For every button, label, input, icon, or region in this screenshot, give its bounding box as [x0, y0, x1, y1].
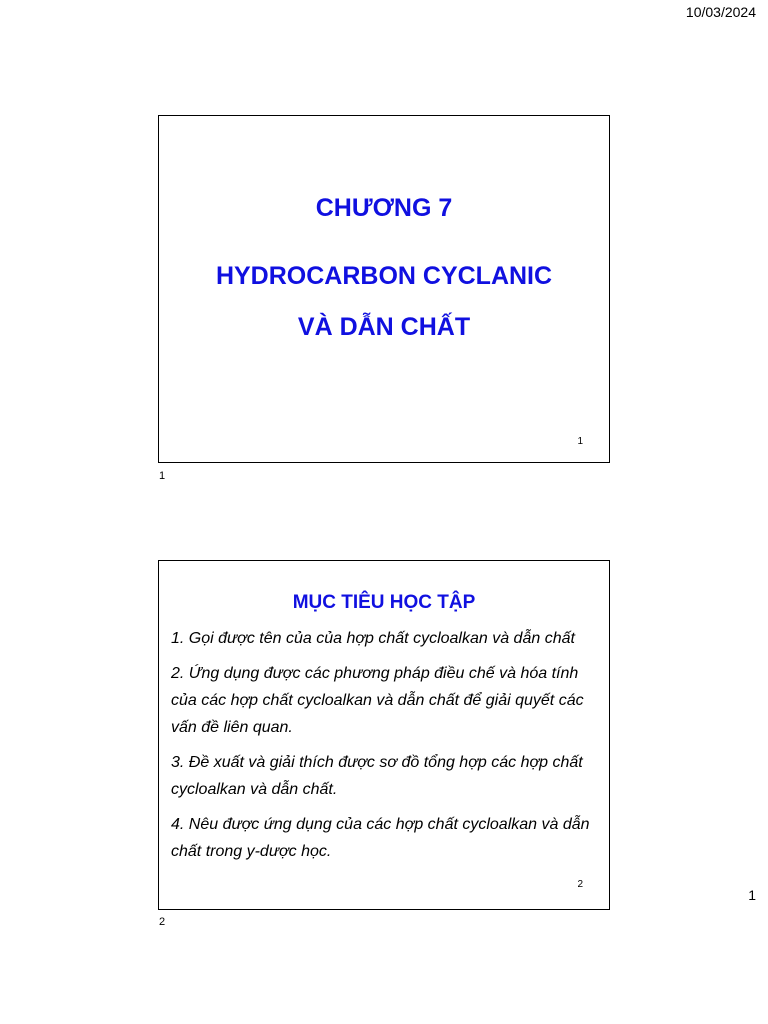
slide-number: 1 — [577, 436, 583, 447]
slide-2 — [158, 560, 610, 910]
chapter-title: CHƯƠNG 7 — [315, 194, 453, 222]
chapter-subtitle-line-2: VÀ DẪN CHẤT — [297, 313, 471, 341]
slide-page-label: 2 — [159, 916, 166, 928]
objective-item: 1. Gọi được tên của của hợp chất cycloalkan và dẫn chất — [171, 630, 575, 647]
page-number: 1 — [748, 887, 756, 903]
slide-page-label: 1 — [159, 470, 166, 482]
objective-item: 4. Nêu được ứng dụng của các hợp chất cycloalkan và dẫn chất trong y-dược học. — [171, 816, 590, 860]
objectives-title: MỤC TIÊU HỌC TẬP — [292, 592, 476, 613]
objective-item: 3. Đề xuất và giải thích được sơ đồ tổng hợp các hợp chất cycloalkan và dẫn chất. — [171, 754, 583, 798]
objective-item: 2. Ứng dụng được các phương pháp điều chế và hóa tính của các hợp chất cycloalkan và dẫn chất để giải quyết các vấn đề liên quan. — [171, 665, 584, 736]
slide-number: 2 — [577, 879, 583, 890]
objectives-list — [171, 625, 595, 873]
slide-1 — [158, 115, 610, 463]
print-date: 10/03/2024 — [685, 4, 756, 20]
chapter-subtitle-line-1: HYDROCARBON CYCLANIC — [215, 262, 553, 290]
